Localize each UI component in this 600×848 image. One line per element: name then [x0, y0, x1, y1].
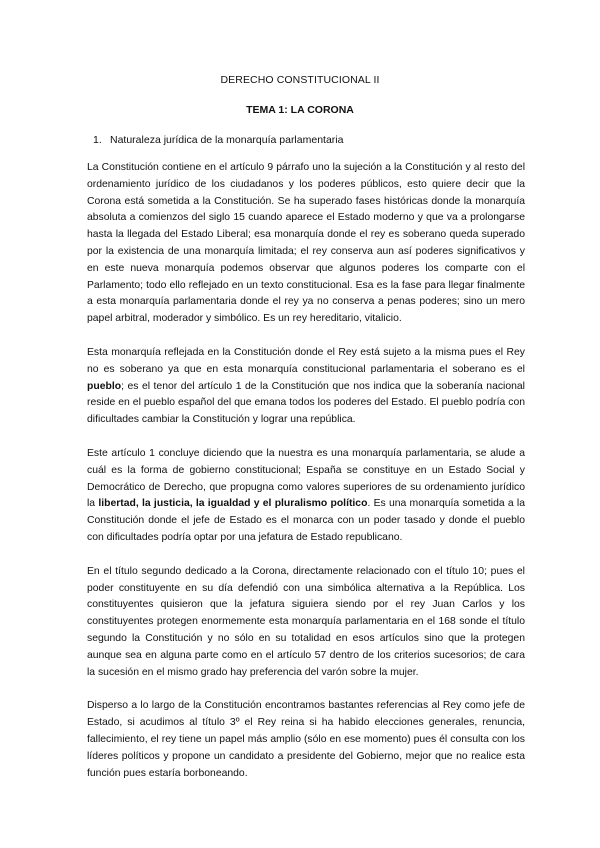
document-body — [87, 160, 525, 782]
paragraph-3-bold-values: libertad, la justicia, la igualdad y el pluralismo político — [98, 498, 368, 510]
document-header: DERECHO CONSTITUCIONAL II — [220, 74, 380, 86]
paragraph-4: En el título segundo dedicado a la Corona, directamente relacionado con el título 10; pues el poder constituyente en su día defendió con una simbólica alternativa a la República. Los constituyentes quisieron que la jefatura siguiera siendo por el rey Juan Carlos y los constituyentes protegen enormemente esta monarquía parlamentaria en el 168 sonde el título segundo la Constitución y no sólo en su totalidad en esos artículos sino que la protegen aunque sea en alguna parte como en el artículo 57 dentro de los criterios sucesorios; de cara la sucesión en el mismo grado hay preferencia del varón sobre la mujer. — [87, 565, 525, 678]
paragraph-2 — [87, 345, 525, 429]
paragraph-2-text-after: ; es el tenor del artículo 1 de la Constitución que nos indica que la soberanía nacional reside en el pueblo español del que emana todos los poderes del Estado. El pueblo podría con dificultades cambiar la Constitución y lograr una república. — [87, 380, 525, 426]
paragraph-3-text-after: . Es una monarquía sometida a la Constitución donde el jefe de Estado es el monarca con un poder tasado y donde el pueblo con dificultades podría optar por una jefatura de Estado republicano. — [87, 498, 525, 543]
paragraph-2-text-before: Esta monarquía reflejada en la Constitución donde el Rey está sujeto a la misma pues el Rey no es soberano ya que en esta monarquía constitucional parlamentaria el soberano es el — [87, 346, 525, 375]
section-heading — [93, 134, 343, 146]
paragraph-1: La Constitución contiene en el artículo 9 párrafo uno la sujeción a la Constitución y al resto del ordenamiento jurídico de los ciudadanos y los poderes públicos, esto quiere decir que la Corona está sometida a la Constitución. Se ha superado fases históricas donde la monarquía absoluta a comienzos del siglo 15 cuando aparece el Estado moderno y que va a prolongarse hasta la llegada del Estado Liberal; esa monarquía donde el rey es soberano queda superado por la existencia de una monarquía limitada; el rey conserva aun así poderes significativos y en este nueva monarquía podemos observar que algunos poderes los comparte con el Parlamento; todo ello reflejado en un texto constitucional. Esa es la fase para llegar finalmente a esta monarquía parlamentaria donde el rey ya no conserva a penas poderes; sino un mero papel arbitral, moderador y simbólico. Es un rey hereditario, vitalicio. — [87, 162, 525, 325]
section-number: 1. — [93, 134, 102, 146]
paragraph-3 — [87, 446, 525, 547]
section-label: Naturaleza jurídica de la monarquía parlamentaria — [110, 134, 344, 146]
document-title: TEMA 1: LA CORONA — [246, 104, 354, 116]
paragraph-5: Disperso a lo largo de la Constitución encontramos bastantes referencias al Rey como jefe de Estado, si acudimos al título 3º el Rey reina si ha habido elecciones generales, renuncia, fallecimiento, el rey tiene un papel más amplio (sólo en ese momento) pues él consulta con los líderes políticos y propone un candidato a presidente del Gobierno, mejor que no realice esta función pues estaría borboneando. — [87, 700, 525, 779]
paragraph-2-bold-term: pueblo — [87, 380, 122, 392]
paragraph-3-text-before: Este artículo 1 concluye diciendo que la nuestra es una monarquía parlamentaria, se alude a cuál es la forma de gobierno constitucional; España se constituye en un Estado Social y Democrático de Derecho, que propugna como valores superiores de su ordenamiento jurídico la — [87, 447, 525, 510]
